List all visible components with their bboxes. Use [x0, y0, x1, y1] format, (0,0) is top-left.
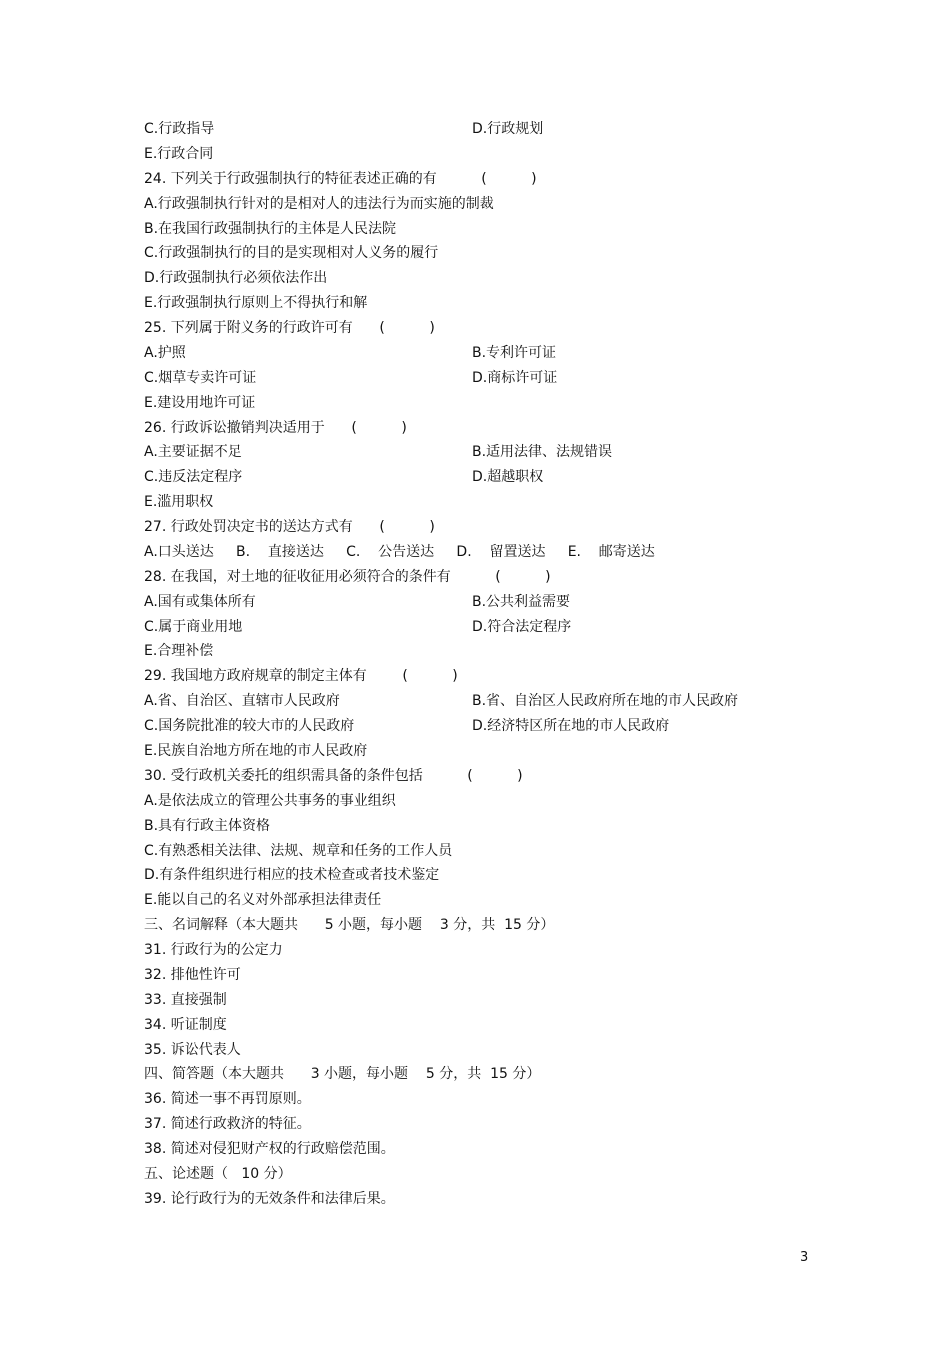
- text-line: A.护照: [144, 345, 186, 361]
- text-line: 25. 下列属于附义务的行政许可有 ( ): [144, 320, 435, 336]
- text-line-option: D.符合法定程序: [472, 619, 572, 635]
- text-line: E.建设用地许可证: [144, 395, 256, 411]
- text-line-option: B.省、自治区人民政府所在地的市人民政府: [472, 693, 739, 709]
- text-line-option: D.行政规划: [472, 121, 544, 137]
- text-line: 四、简答题（本大题共 3 小题，每小题 5 分，共 15 分）: [144, 1066, 541, 1082]
- text-line: 30. 受行政机关委托的组织需具备的条件包括 ( ): [144, 768, 523, 784]
- text-line: A.主要证据不足: [144, 444, 242, 460]
- text-line: A.行政强制执行针对的是相对人的违法行为而实施的制裁: [144, 196, 494, 212]
- text-line: B.在我国行政强制执行的主体是人民法院: [144, 221, 397, 237]
- text-line: 32. 排他性许可: [144, 967, 241, 983]
- text-line: 34. 听证制度: [144, 1017, 227, 1033]
- text-line: C.国务院批准的较大市的人民政府: [144, 718, 355, 734]
- text-line-option: B.专利许可证: [472, 345, 557, 361]
- page-number: 3: [800, 1250, 809, 1265]
- text-line: 37. 简述行政救济的特征。: [144, 1116, 311, 1132]
- text-line: 29. 我国地方政府规章的制定主体有 ( ): [144, 668, 458, 684]
- text-line: 36. 简述一事不再罚原则。: [144, 1091, 311, 1107]
- text-line: D.有条件组织进行相应的技术检查或者技术鉴定: [144, 867, 440, 883]
- text-line: A.国有或集体所有: [144, 594, 256, 610]
- text-line: 35. 诉讼代表人: [144, 1042, 241, 1058]
- text-line: 39. 论行政行为的无效条件和法律后果。: [144, 1191, 395, 1207]
- text-line: D.行政强制执行必须依法作出: [144, 270, 328, 286]
- text-line: 五、论述题（ 10 分）: [144, 1166, 292, 1182]
- text-line: 38. 简述对侵犯财产权的行政赔偿范围。: [144, 1141, 395, 1157]
- text-line: C.行政强制执行的目的是实现相对人义务的履行: [144, 245, 439, 261]
- text-line: E.行政合同: [144, 146, 214, 162]
- text-line: E.合理补偿: [144, 643, 214, 659]
- text-line: 24. 下列关于行政强制执行的特征表述正确的有 ( ): [144, 171, 537, 187]
- text-line-option: D.经济特区所在地的市人民政府: [472, 718, 670, 734]
- text-line: 26. 行政诉讼撤销判决适用于 ( ): [144, 420, 407, 436]
- text-line: A.省、自治区、直辖市人民政府: [144, 693, 340, 709]
- text-line: 28. 在我国，对土地的征收征用必须符合的条件有 ( ): [144, 569, 551, 585]
- text-line: C.属于商业用地: [144, 619, 243, 635]
- text-line: C.行政指导: [144, 121, 215, 137]
- text-line-option: B.适用法律、法规错误: [472, 444, 613, 460]
- text-line: E.行政强制执行原则上不得执行和解: [144, 295, 368, 311]
- text-line: C.违反法定程序: [144, 469, 243, 485]
- text-line: E.滥用职权: [144, 494, 214, 510]
- text-line: E.民族自治地方所在地的市人民政府: [144, 743, 368, 759]
- text-line: 三、名词解释（本大题共 5 小题，每小题 3 分，共 15 分）: [144, 917, 555, 933]
- text-line: 31. 行政行为的公定力: [144, 942, 283, 958]
- text-line: 27. 行政处罚决定书的送达方式有 ( ): [144, 519, 435, 535]
- text-line: E.能以自己的名义对外部承担法律责任: [144, 892, 382, 908]
- text-line: C.有熟悉相关法律、法规、规章和任务的工作人员: [144, 843, 453, 859]
- text-line-option: D.商标许可证: [472, 370, 558, 386]
- text-line: B.具有行政主体资格: [144, 818, 271, 834]
- text-line: A.是依法成立的管理公共事务的事业组织: [144, 793, 396, 809]
- text-line-option: B.公共利益需要: [472, 594, 571, 610]
- text-line: 33. 直接强制: [144, 992, 227, 1008]
- text-line: C.烟草专卖许可证: [144, 370, 257, 386]
- text-line: A.口头送达 B. 直接送达 C. 公告送达 D. 留置送达 E. 邮寄送达: [144, 544, 655, 560]
- text-line-option: D.超越职权: [472, 469, 544, 485]
